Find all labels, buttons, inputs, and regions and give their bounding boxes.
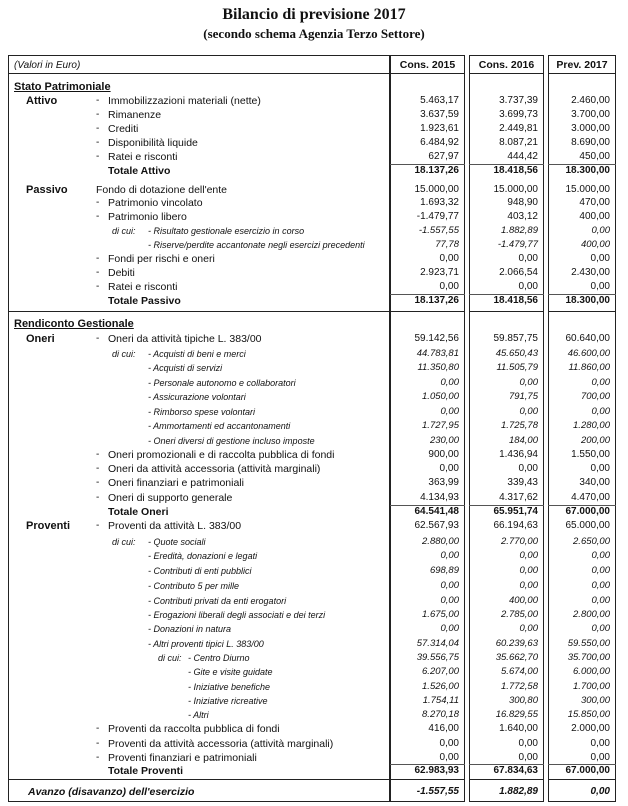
row-value-2016: 67.834,63 (493, 765, 538, 776)
row-value-2017: 0,00 (591, 565, 610, 576)
row-value-2016: 1.640,00 (499, 723, 538, 734)
row-marker: - (96, 151, 100, 162)
row-label: Proventi da attività accessoria (attività marginali) (108, 738, 334, 750)
row-label: Totale Passivo (108, 295, 181, 307)
row-label: Oneri da attività accessoria (attività marginali) (108, 463, 321, 475)
total-rule (548, 505, 616, 506)
row-marker: - (96, 281, 100, 292)
row-label: Totale Proventi (108, 765, 184, 777)
row-value-2015: 5.463,17 (420, 95, 459, 106)
units-note: (Valori in Euro) (14, 60, 81, 71)
row-label: - Ammortamenti ed accantonamenti (148, 421, 291, 431)
row-value-2015: 0,00 (439, 253, 459, 264)
row-marker: - (96, 137, 100, 148)
row-value-2016: 2.449,81 (499, 123, 538, 134)
footer-separator-2015 (390, 779, 465, 780)
total-rule (390, 505, 465, 506)
row-value-2015: 0,00 (440, 406, 459, 417)
row-value-2015: 39.556,75 (416, 652, 459, 663)
row-value-2017: 0,00 (591, 406, 610, 417)
row-label: Fondo di dotazione dell'ente (96, 184, 228, 196)
row-marker: - (96, 123, 100, 134)
row-label: - Acquisti di beni e merci (148, 349, 246, 359)
row-value-2015: 4.134,93 (420, 492, 459, 503)
row-value-2015: 64.541,48 (414, 506, 459, 517)
row-value-2016: 400,00 (508, 595, 538, 606)
row-marker: - (96, 520, 100, 531)
row-value-2017: 0,00 (591, 580, 610, 591)
row-value-2015: 1.675,00 (422, 609, 459, 620)
row-label: - Erogazioni liberali degli associati e dei terzi (148, 610, 326, 620)
proventi-label: Proventi (26, 520, 71, 532)
row-label: Ratei e risconti (108, 281, 178, 293)
row-value-2015: 698,89 (429, 565, 459, 576)
row-value-2016: 59.857,75 (493, 333, 538, 344)
row-value-2015: 1.693,32 (420, 197, 459, 208)
total-rule (469, 164, 544, 165)
row-marker: - (96, 211, 100, 222)
row-value-2016: 300,80 (508, 695, 538, 706)
row-value-2017: 3.700,00 (571, 109, 610, 120)
row-value-2016: 2.066,54 (499, 267, 538, 278)
row-value-2016: 0,00 (518, 738, 538, 749)
row-marker: - (96, 449, 100, 460)
row-value-2015: 2.880,00 (422, 536, 459, 547)
rendiconto-gestionale-heading: Rendiconto Gestionale (14, 318, 134, 330)
row-value-2017: 2.000,00 (571, 723, 610, 734)
row-marker: di cui: (112, 226, 136, 236)
row-value-2017: 2.800,00 (573, 609, 610, 620)
row-value-2016: 2.785,00 (501, 609, 538, 620)
row-value-2017: 46.600,00 (567, 348, 610, 359)
row-value-2016: 65.951,74 (493, 506, 538, 517)
row-value-2017: 15.850,00 (567, 709, 610, 720)
row-value-2015: 627,97 (428, 151, 459, 162)
section-separator-2016 (469, 311, 544, 312)
row-value-2017: 2.460,00 (571, 95, 610, 106)
row-value-2015: 900,00 (428, 449, 459, 460)
row-value-2015: 59.142,56 (414, 333, 459, 344)
header-separator-2016 (469, 73, 544, 74)
total-rule (469, 505, 544, 506)
row-marker: - (96, 752, 100, 763)
row-value-2016: 15.000,00 (493, 184, 538, 195)
row-value-2016: 184,00 (508, 435, 538, 446)
row-label: Oneri di supporto generale (108, 492, 233, 504)
row-value-2016: 0,00 (519, 623, 538, 634)
row-marker: - (96, 492, 100, 503)
row-value-2017: 0,00 (591, 595, 610, 606)
row-value-2015: 77,78 (435, 239, 459, 250)
row-value-2017: 0,00 (591, 550, 610, 561)
row-value-2016: 66.194,63 (493, 520, 538, 531)
row-value-2017: 6.000,00 (573, 666, 610, 677)
row-value-2017: 0,00 (590, 253, 610, 264)
row-label: - Altri proventi tipici L. 383/00 (148, 639, 264, 649)
row-value-2015: 18.137,26 (414, 165, 459, 176)
row-value-2017: 0,00 (590, 463, 610, 474)
total-rule (469, 764, 544, 765)
row-label: Debiti (108, 267, 135, 279)
row-value-2016: 0,00 (519, 377, 538, 388)
row-value-2016: 0,00 (519, 565, 538, 576)
row-value-2017: 0,00 (591, 377, 610, 388)
row-value-2017: 60.640,00 (565, 333, 610, 344)
total-rule (548, 294, 616, 295)
row-value-2016: 0,00 (518, 752, 538, 763)
row-marker: - (96, 253, 100, 264)
row-value-2015: 230,00 (429, 435, 459, 446)
col-header-2015: Cons. 2015 (399, 59, 456, 71)
row-value-2016: 0,00 (519, 580, 538, 591)
row-value-2017: 450,00 (579, 151, 610, 162)
row-label: Ratei e risconti (108, 151, 178, 163)
row-value-2015: -1.479,77 (416, 211, 459, 222)
header-separator-2015 (390, 73, 465, 74)
row-label: - Risultato gestionale esercizio in corso (148, 226, 305, 236)
document-subtitle: (secondo schema Agenzia Terzo Settore) (203, 26, 425, 41)
section-separator-2017 (548, 311, 616, 312)
row-label: - Acquisti di servizi (148, 363, 223, 373)
row-label: Proventi finanziari e patrimoniali (108, 752, 257, 764)
section-separator-2015 (390, 311, 465, 312)
row-value-2016: 1.436,94 (499, 449, 538, 460)
avanzo-value-2017: 0,00 (590, 786, 610, 797)
row-value-2017: 67.000,00 (565, 765, 610, 776)
row-value-2016: 0,00 (519, 406, 538, 417)
row-value-2016: 3.737,39 (499, 95, 538, 106)
total-rule (390, 164, 465, 165)
row-marker: - (96, 738, 100, 749)
row-value-2016: 948,90 (507, 197, 538, 208)
row-label: - Contributi di enti pubblici (148, 566, 252, 576)
total-rule (469, 294, 544, 295)
row-marker: di cui: (158, 653, 182, 663)
row-value-2017: 8.690,00 (571, 137, 610, 148)
row-label: - Quote sociali (148, 537, 206, 547)
row-label: - Gite e visite guidate (188, 667, 273, 677)
row-value-2017: 65.000,00 (565, 520, 610, 531)
row-value-2017: 11.860,00 (568, 362, 610, 373)
row-value-2016: 18.418,56 (493, 165, 538, 176)
row-label: - Iniziative benefiche (188, 682, 271, 692)
row-label: Oneri finanziari e patrimoniali (108, 477, 244, 489)
row-value-2015: 1.050,00 (422, 391, 459, 402)
row-label: Totale Oneri (108, 506, 169, 518)
row-value-2017: 300,00 (580, 695, 610, 706)
row-value-2017: 18.300,00 (565, 295, 610, 306)
row-value-2015: 11.350,80 (417, 362, 459, 373)
row-value-2015: 416,00 (428, 723, 459, 734)
row-value-2016: 0,00 (519, 550, 538, 561)
row-value-2017: 4.470,00 (571, 492, 610, 503)
row-marker: - (96, 333, 100, 344)
row-value-2016: 1.772,58 (501, 681, 538, 692)
row-marker: - (96, 477, 100, 488)
row-value-2015: 0,00 (439, 281, 459, 292)
row-value-2017: 1.700,00 (573, 681, 610, 692)
row-label: - Altri (188, 710, 209, 720)
row-value-2016: 444,42 (507, 151, 538, 162)
row-value-2015: 1.526,00 (422, 681, 459, 692)
row-label: - Rimborso spese volontari (148, 407, 256, 417)
row-value-2016: -1.479,77 (497, 239, 538, 250)
row-value-2016: 0,00 (518, 281, 538, 292)
row-label: - Personale autonomo e collaboratori (148, 378, 296, 388)
row-marker: di cui: (112, 349, 136, 359)
total-rule (548, 764, 616, 765)
row-value-2015: 8.270,18 (422, 709, 459, 720)
row-value-2015: 0,00 (440, 377, 459, 388)
row-label: Immobilizzazioni materiali (nette) (108, 95, 261, 107)
passivo-label: Passivo (26, 184, 68, 196)
row-label: Patrimonio vincolato (108, 197, 203, 209)
row-label: Proventi da attività L. 383/00 (108, 520, 242, 532)
row-label: Rimanenze (108, 109, 162, 121)
row-label: Fondi per rischi e oneri (108, 253, 215, 265)
row-label: - Oneri diversi di gestione incluso imposte (148, 436, 315, 446)
row-value-2017: 400,00 (579, 211, 610, 222)
row-label: Oneri da attività tipiche L. 383/00 (108, 333, 262, 345)
header-separator-2017 (548, 73, 616, 74)
row-value-2016: 1.725,78 (501, 420, 538, 431)
avanzo-value-2016: 1.882,89 (499, 786, 538, 797)
row-value-2015: 0,00 (440, 550, 459, 561)
row-value-2017: 700,00 (580, 391, 610, 402)
row-value-2016: 0,00 (518, 463, 538, 474)
row-label: Crediti (108, 123, 139, 135)
row-value-2015: 0,00 (439, 752, 459, 763)
row-value-2017: 340,00 (579, 477, 610, 488)
row-value-2017: 0,00 (590, 281, 610, 292)
row-value-2017: 200,00 (580, 435, 610, 446)
row-value-2017: 0,00 (590, 752, 610, 763)
row-marker: - (96, 723, 100, 734)
row-marker: - (96, 197, 100, 208)
row-value-2015: 1.923,61 (420, 123, 459, 134)
row-value-2016: 18.418,56 (493, 295, 538, 306)
row-value-2015: 57.314,04 (416, 638, 459, 649)
row-value-2017: 67.000,00 (565, 506, 610, 517)
row-label: Oneri promozionali e di raccolta pubblica di fondi (108, 449, 335, 461)
row-value-2016: 16.829,55 (495, 709, 538, 720)
row-value-2015: 363,99 (428, 477, 459, 488)
row-value-2015: 0,00 (440, 580, 459, 591)
footer-separator (8, 779, 390, 780)
row-value-2015: 0,00 (440, 623, 459, 634)
row-value-2015: 1.727,95 (422, 420, 459, 431)
row-value-2016: 339,43 (507, 477, 538, 488)
row-marker: di cui: (112, 537, 136, 547)
row-value-2015: 3.637,59 (420, 109, 459, 120)
row-value-2015: -1.557,55 (418, 225, 459, 236)
row-value-2017: 59.550,00 (567, 638, 610, 649)
row-label: - Assicurazione volontari (148, 392, 246, 402)
row-label: - Donazioni in natura (148, 624, 232, 634)
avanzo-label: Avanzo (disavanzo) dell'esercizio (28, 786, 195, 798)
row-value-2015: 1.754,11 (422, 695, 459, 706)
row-value-2016: 4.317,62 (499, 492, 538, 503)
total-rule (390, 764, 465, 765)
row-value-2015: 6.207,00 (422, 666, 459, 677)
total-rule (548, 164, 616, 165)
row-value-2015: 2.923,71 (420, 267, 459, 278)
row-value-2015: 0,00 (440, 595, 459, 606)
section-separator (8, 311, 390, 312)
row-value-2017: 470,00 (579, 197, 610, 208)
row-label: Totale Attivo (108, 165, 171, 177)
footer-separator-2016 (469, 779, 544, 780)
row-value-2015: 0,00 (439, 463, 459, 474)
col-header-2016: Cons. 2016 (478, 59, 535, 71)
total-rule (390, 294, 465, 295)
row-value-2015: 15.000,00 (414, 184, 459, 195)
row-label: - Eredità, donazioni e legati (148, 551, 258, 561)
row-value-2016: 403,12 (507, 211, 538, 222)
row-value-2017: 1.550,00 (571, 449, 610, 460)
row-value-2015: 18.137,26 (414, 295, 459, 306)
row-value-2016: 3.699,73 (499, 109, 538, 120)
row-value-2017: 18.300,00 (565, 165, 610, 176)
row-marker: - (96, 109, 100, 120)
row-value-2016: 5.674,00 (501, 666, 538, 677)
row-label: - Iniziative ricreative (188, 696, 268, 706)
row-label: - Contributo 5 per mille (148, 581, 240, 591)
row-label: Disponibilità liquide (108, 137, 198, 149)
row-value-2017: 0,00 (590, 738, 610, 749)
row-value-2017: 15.000,00 (565, 184, 610, 195)
row-marker: - (96, 463, 100, 474)
row-label: Patrimonio libero (108, 211, 187, 223)
header-separator (8, 73, 390, 74)
row-label: - Contributi privati da enti erogatori (148, 596, 287, 606)
row-marker: - (96, 95, 100, 106)
row-value-2015: 0,00 (439, 738, 459, 749)
row-value-2017: 35.700,00 (567, 652, 610, 663)
oneri-label: Oneri (26, 333, 55, 345)
row-value-2016: 35.662,70 (495, 652, 538, 663)
row-value-2015: 62.567,93 (414, 520, 459, 531)
row-value-2016: 791,75 (508, 391, 538, 402)
stato-patrimoniale-heading: Stato Patrimoniale (14, 81, 111, 93)
row-value-2017: 1.280,00 (573, 420, 610, 431)
row-value-2016: 1.882,89 (501, 225, 538, 236)
row-value-2016: 2.770,00 (501, 536, 538, 547)
row-value-2015: 6.484,92 (420, 137, 459, 148)
row-label: Proventi da raccolta pubblica di fondi (108, 723, 280, 735)
row-value-2017: 3.000,00 (571, 123, 610, 134)
row-value-2016: 0,00 (518, 253, 538, 264)
row-value-2015: 44.783,81 (416, 348, 459, 359)
col-header-2017: Prev. 2017 (556, 59, 608, 71)
row-label: - Centro Diurno (188, 653, 250, 663)
attivo-label: Attivo (26, 95, 58, 107)
document-title: Bilancio di previsione 2017 (222, 6, 406, 23)
row-value-2016: 11.505,79 (496, 362, 538, 373)
row-value-2015: 62.983,93 (414, 765, 459, 776)
row-value-2016: 8.087,21 (499, 137, 538, 148)
avanzo-value-2015: -1.557,55 (416, 786, 459, 797)
row-value-2017: 2.650,00 (573, 536, 610, 547)
row-value-2017: 0,00 (591, 623, 610, 634)
row-value-2016: 45.650,43 (495, 348, 538, 359)
row-value-2016: 60.239,63 (495, 638, 538, 649)
row-value-2017: 400,00 (580, 239, 610, 250)
row-value-2017: 2.430,00 (571, 267, 610, 278)
row-label: - Riserve/perdite accantonate negli esercizi precedenti (148, 240, 365, 250)
row-marker: - (96, 267, 100, 278)
row-value-2017: 0,00 (591, 225, 610, 236)
footer-separator-2017 (548, 779, 616, 780)
